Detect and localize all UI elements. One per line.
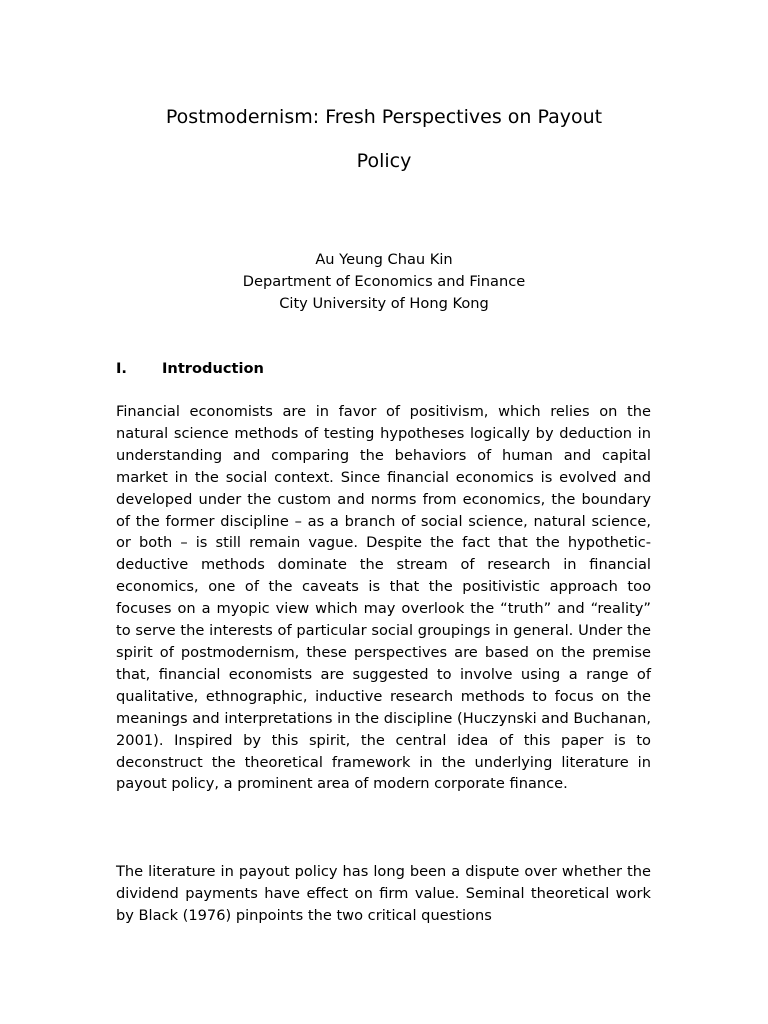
author-institution: City University of Hong Kong [279,295,489,312]
body-paragraph-1: Financial economists are in favor of positivism, which relies on the natural science methods of testing hypotheses logically by deduction in understanding and comparing the behaviors of human and capital market in the social context. Since financial economics is evolved and developed under the custom and norms from economics, the boundary of the former discipline – as a branch of social science, natural science, or both – is still remain vague. Despite the fact that the hypothetic-deductive methods dominate the stream of research in financial economics, one of the caveats is that the positivistic approach too focuses on a myopic view which may overlook the “truth” and “reality” to serve the interests of particular social groupings in general. Under the spirit of postmodernism, these perspectives are based on the premise that, financial economists are suggested to involve using a range of qualitative, ethnographic, inductive research methods to focus on the meanings and interpretations in the discipline (Huczynski and Buchanan, 2001). Inspired by this spirit, the central idea of this paper is to deconstruct the theoretical framework in the underlying literature in payout policy, a prominent area of modern corporate finance. [116,403,651,793]
title-line-1: Postmodernism: Fresh Perspectives on Payout [165,106,603,128]
section-title: Introduction [162,360,264,377]
author-block [0,249,768,315]
body-paragraph-2: The literature in payout policy has long been a dispute over whether the dividend payments have effect on firm value. Seminal theoretical work by Black (1976) pinpoints the two critical questions [116,863,651,924]
author-name: Au Yeung Chau Kin [315,251,453,268]
document-title [0,95,768,183]
section-heading [116,358,264,380]
author-department: Department of Economics and Finance [242,273,526,290]
section-number: I. [116,360,127,377]
title-line-2: Policy [356,150,412,172]
